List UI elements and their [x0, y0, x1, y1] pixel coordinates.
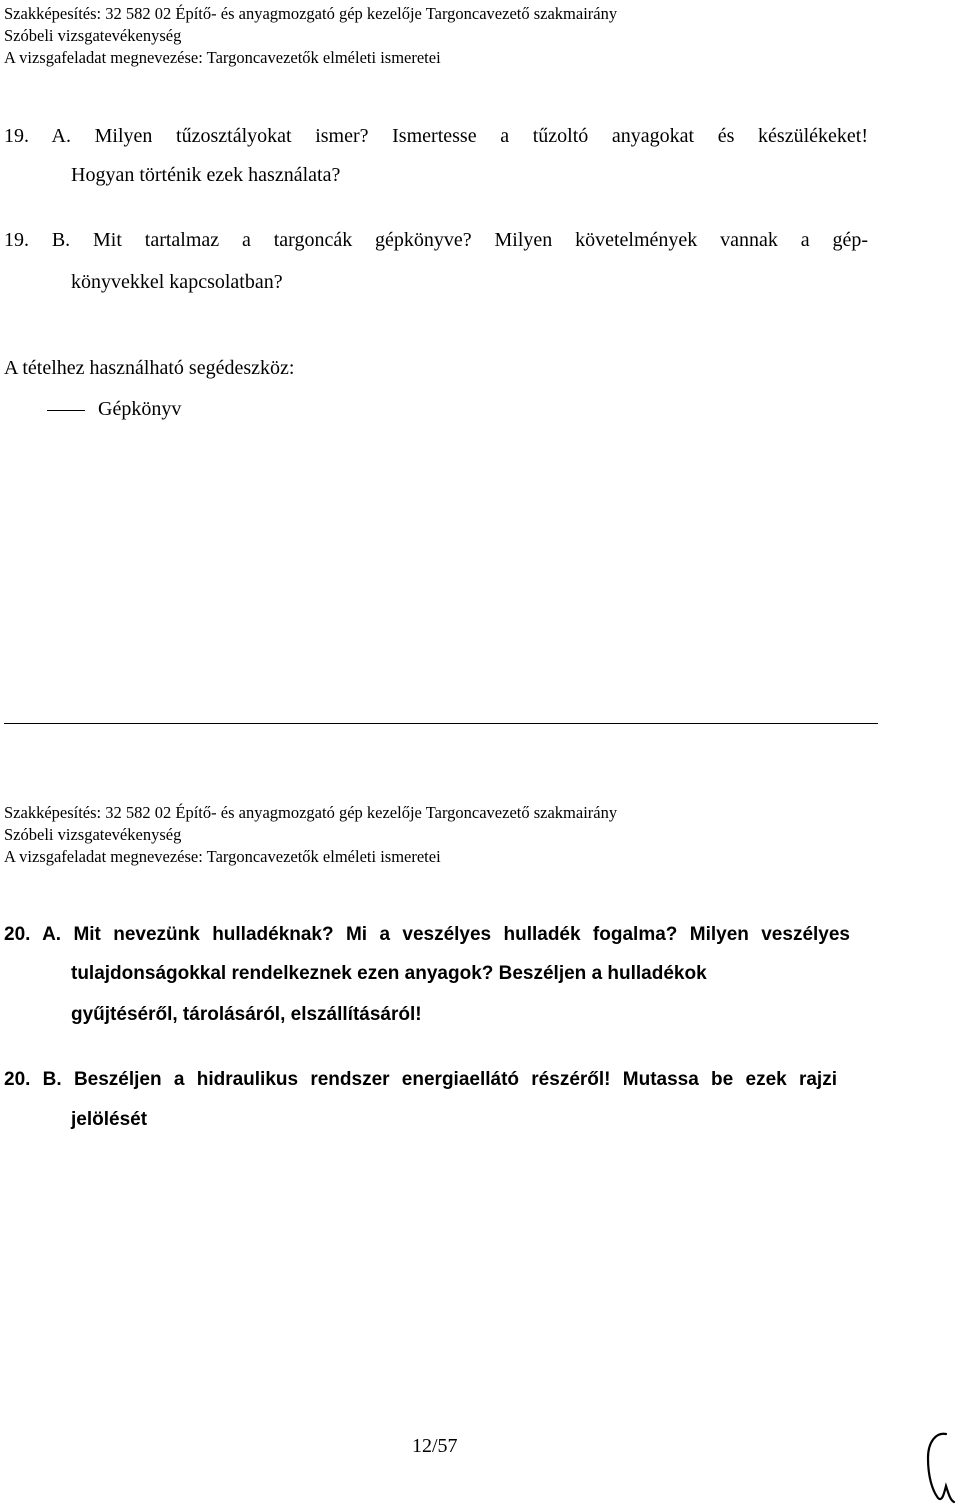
question-19b-line2: könyvekkel kapcsolatban?: [71, 271, 283, 293]
question-19b-line1: 19. B. Mit tartalmaz a targoncák gépkönyve? Milyen követelmények vannak a gép-: [4, 229, 868, 251]
header-qualification: Szakképesítés: 32 582 02 Építő- és anyagmozgató gép kezelője Targoncavezető szakmairány: [4, 4, 618, 23]
handwritten-signature: [918, 1428, 960, 1506]
header-exam-activity: Szóbeli vizsgatevékenység: [4, 26, 182, 45]
page-number: 12/57: [412, 1435, 458, 1457]
tool-item: Gépkönyv: [98, 398, 182, 420]
list-dash: [47, 410, 85, 411]
page-divider: [4, 723, 878, 724]
question-20a-line1: 20. A. Mit nevezünk hulladéknak? Mi a veszélyes hulladék fogalma? Milyen veszélyes: [4, 924, 850, 945]
question-19a-line1: 19. A. Milyen tűzosztályokat ismer? Ismertesse a tűzoltó anyagokat és készülékeket!: [4, 125, 868, 147]
header-qualification: Szakképesítés: 32 582 02 Építő- és anyagmozgató gép kezelője Targoncavezető szakmairány: [4, 803, 618, 822]
question-20a-line2: tulajdonságokkal rendelkeznek ezen anyagok? Beszéljen a hulladékok: [71, 963, 707, 984]
question-20b-line2: jelölését: [71, 1109, 148, 1130]
header-exam-activity: Szóbeli vizsgatevékenység: [4, 825, 182, 844]
question-20b-line1: 20. B. Beszéljen a hidraulikus rendszer energiaellátó részéről! Mutassa be ezek rajzi: [4, 1069, 837, 1090]
question-20a-line3: gyűjtéséről, tárolásáról, elszállításáról!: [71, 1004, 422, 1025]
question-19a-line2: Hogyan történik ezek használata?: [71, 164, 341, 186]
header-task-name: A vizsgafeladat megnevezése: Targoncavezetők elméleti ismeretei: [4, 847, 441, 866]
tools-heading: A tételhez használható segédeszköz:: [4, 357, 295, 379]
header-task-name: A vizsgafeladat megnevezése: Targoncavezetők elméleti ismeretei: [4, 48, 441, 67]
